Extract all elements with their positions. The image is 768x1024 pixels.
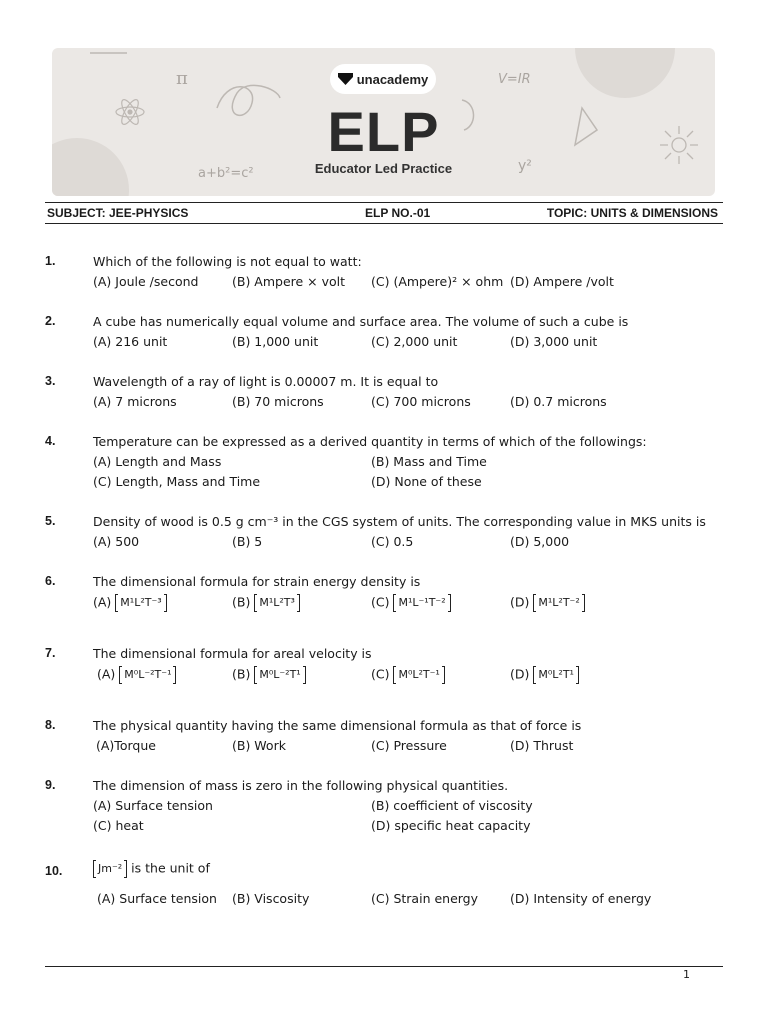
option-b: (B) xyxy=(232,666,251,682)
elp-subtitle: Educator Led Practice xyxy=(314,161,453,176)
option-b: (B) Ampere × volt xyxy=(232,274,346,289)
question-text: The dimension of mass is zero in the following physical quantities. xyxy=(93,778,509,793)
elp-title: ELP xyxy=(327,100,440,163)
option-b: (B) 70 microns xyxy=(232,394,324,409)
option-a: (A) xyxy=(97,666,116,682)
question-text: Density of wood is 0.5 g cm⁻³ in the CGS system of units. The corresponding value in MKS units is xyxy=(93,514,706,529)
question-8 xyxy=(45,718,735,758)
option-d: (D) 3,000 unit xyxy=(510,334,598,349)
page-number: 1 xyxy=(683,968,690,981)
option-c: (C) 0.5 xyxy=(371,534,414,549)
question-number: 5. xyxy=(45,514,56,528)
option-a: (A) Length and Mass xyxy=(93,454,222,469)
option-c: (C) Pressure xyxy=(371,738,447,753)
formula-vir: V=IR xyxy=(498,72,531,87)
question-number: 8. xyxy=(45,718,56,732)
question-number: 10. xyxy=(45,864,63,878)
question-text: The physical quantity having the same dimensional formula as that of force is xyxy=(93,718,582,733)
question-10 xyxy=(45,860,735,910)
question-1 xyxy=(45,254,735,294)
option-c: (C) xyxy=(371,666,390,682)
question-number: 3. xyxy=(45,374,56,388)
question-text: The dimensional formula for strain energy density is xyxy=(93,574,421,589)
option-c: (C) xyxy=(371,594,390,610)
question-number: 9. xyxy=(45,778,56,792)
dimensional-formula: M⁰L⁻²T¹ xyxy=(254,666,305,684)
dimensional-formula: M⁰L²T¹ xyxy=(533,666,579,684)
option-c: (C) 2,000 unit xyxy=(371,334,458,349)
question-number: 1. xyxy=(45,254,56,268)
option-d: (D) 5,000 xyxy=(510,534,570,549)
option-b: (B) Viscosity xyxy=(232,891,310,906)
formula-y: y² xyxy=(518,158,532,174)
option-a: (A) 500 xyxy=(93,534,140,549)
dimensional-formula: M¹L²T³ xyxy=(254,594,300,612)
option-a: (A)Torque xyxy=(96,738,156,753)
question-text: Wavelength of a ray of light is 0.00007 m. It is equal to xyxy=(93,374,439,389)
option-c: (C) Length, Mass and Time xyxy=(93,474,261,489)
dimensional-formula: M¹L⁻¹T⁻² xyxy=(393,594,450,612)
option-c: (C) 700 microns xyxy=(371,394,471,409)
subject-label: SUBJECT: JEE-PHYSICS xyxy=(47,206,189,220)
option-d: (D) None of these xyxy=(371,474,482,489)
option-d: (D) Thrust xyxy=(510,738,574,753)
option-b: (B) Mass and Time xyxy=(371,454,487,469)
unit-formula: Jm⁻² xyxy=(93,860,127,878)
question-number: 6. xyxy=(45,574,56,588)
unacademy-logo-icon xyxy=(338,73,353,85)
question-9 xyxy=(45,778,735,838)
dimensional-formula: M⁰L⁻²T⁻¹ xyxy=(119,666,176,684)
question-2 xyxy=(45,314,735,354)
option-c: (C) heat xyxy=(93,818,144,833)
option-d: (D) Ampere /volt xyxy=(510,274,614,289)
option-c: (C) (Ampere)² × ohm xyxy=(371,274,504,289)
option-a: (A) Surface tension xyxy=(93,798,213,813)
option-b: (B) coefficient of viscosity xyxy=(371,798,533,813)
question-text: The dimensional formula for areal velocity is xyxy=(93,646,372,661)
unacademy-logo xyxy=(330,64,436,94)
question-number: 7. xyxy=(45,646,56,660)
meta-row xyxy=(45,202,723,224)
footer-divider xyxy=(45,966,723,967)
dimensional-formula: M⁰L²T⁻¹ xyxy=(393,666,444,684)
formula-pi: π xyxy=(176,68,188,89)
question-number: 4. xyxy=(45,434,56,448)
option-a: (A) 216 unit xyxy=(93,334,168,349)
question-number: 2. xyxy=(45,314,56,328)
formula-pythagoras: a+b²=c² xyxy=(198,166,254,181)
option-d: (D) 0.7 microns xyxy=(510,394,607,409)
option-b: (B) 1,000 unit xyxy=(232,334,319,349)
question-7 xyxy=(45,646,735,696)
question-text: Which of the following is not equal to watt: xyxy=(93,254,362,269)
brand-name: unacademy xyxy=(356,71,429,87)
header-banner xyxy=(52,48,715,196)
option-d: (D) xyxy=(510,666,530,682)
question-text: A cube has numerically equal volume and surface area. The volume of such a cube is xyxy=(93,314,629,329)
option-a: (A) 7 microns xyxy=(93,394,177,409)
option-b: (B) xyxy=(232,594,251,610)
option-d: (D) Intensity of energy xyxy=(510,891,652,906)
question-4 xyxy=(45,434,735,494)
option-a: (A) xyxy=(93,594,112,610)
option-b: (B) 5 xyxy=(232,534,263,549)
option-d: (D) xyxy=(510,594,530,610)
option-a: (A) Surface tension xyxy=(97,891,217,906)
question-text: is the unit of xyxy=(131,860,210,876)
option-b: (B) Work xyxy=(232,738,286,753)
dimensional-formula: M¹L²T⁻³ xyxy=(115,594,166,612)
question-5 xyxy=(45,514,735,554)
elp-number: ELP NO.-01 xyxy=(365,206,431,220)
option-c: (C) Strain energy xyxy=(371,891,479,906)
topic-label: TOPIC: UNITS & DIMENSIONS xyxy=(546,206,718,220)
dimensional-formula: M¹L²T⁻² xyxy=(533,594,584,612)
question-6 xyxy=(45,574,735,624)
option-a: (A) Joule /second xyxy=(93,274,199,289)
option-d: (D) specific heat capacity xyxy=(371,818,531,833)
question-3 xyxy=(45,374,735,414)
question-text: Temperature can be expressed as a derived quantity in terms of which of the followings: xyxy=(93,434,647,449)
